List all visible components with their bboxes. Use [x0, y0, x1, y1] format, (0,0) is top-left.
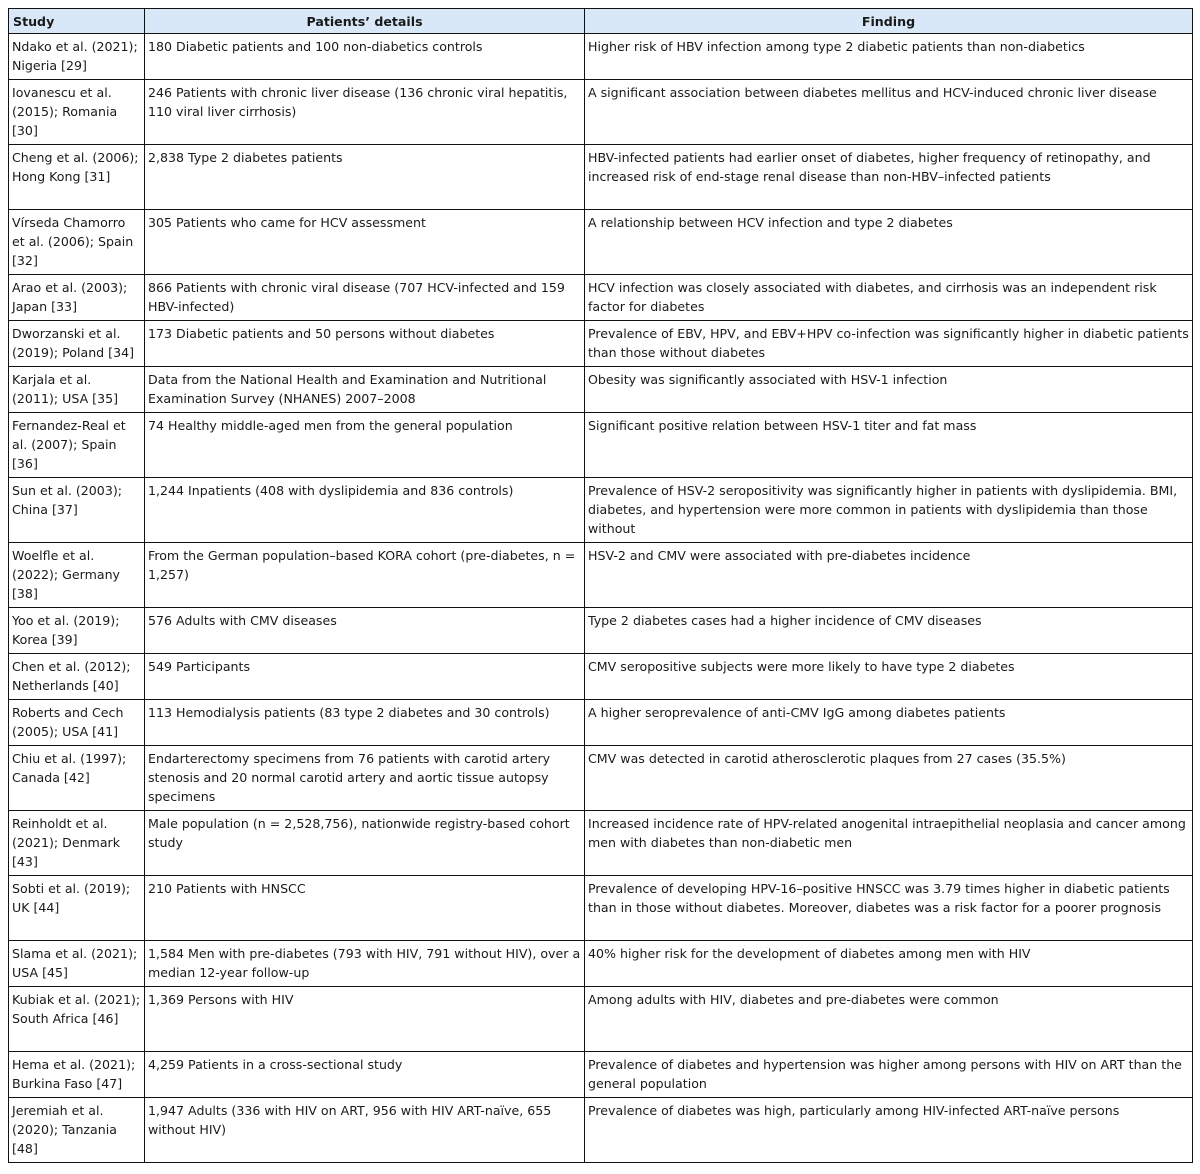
table-container	[8, 8, 1192, 1163]
cell-study: Iovanescu et al. (2015); Romania [30]	[9, 80, 145, 145]
header-finding: Finding	[585, 9, 1193, 34]
cell-patients-details: 4,259 Patients in a cross-sectional study	[145, 1052, 585, 1098]
cell-finding: 40% higher risk for the development of diabetes among men with HIV	[585, 941, 1193, 987]
study-table	[8, 8, 1193, 1163]
cell-patients-details: 1,369 Persons with HIV	[145, 987, 585, 1052]
cell-study: Kubiak et al. (2021); South Africa [46]	[9, 987, 145, 1052]
table-row	[9, 1052, 1193, 1098]
cell-finding: Among adults with HIV, diabetes and pre-diabetes were common	[585, 987, 1193, 1052]
cell-patients-details: Endarterectomy specimens from 76 patients with carotid artery stenosis and 20 normal carotid artery and aortic tissue autopsy specimens	[145, 746, 585, 811]
cell-study: Hema et al. (2021); Burkina Faso [47]	[9, 1052, 145, 1098]
table-row	[9, 1098, 1193, 1163]
cell-study: Karjala et al. (2011); USA [35]	[9, 367, 145, 413]
cell-finding: HBV-infected patients had earlier onset of diabetes, higher frequency of retinopathy, and increased risk of end-stage renal disease than non-HBV–infected patients	[585, 145, 1193, 210]
cell-finding: A significant association between diabetes mellitus and HCV-induced chronic liver disease	[585, 80, 1193, 145]
cell-patients-details: 866 Patients with chronic viral disease (707 HCV-infected and 159 HBV-infected)	[145, 275, 585, 321]
cell-study: Chiu et al. (1997); Canada [42]	[9, 746, 145, 811]
table-row	[9, 876, 1193, 941]
cell-finding: HSV-2 and CMV were associated with pre-diabetes incidence	[585, 543, 1193, 608]
cell-study: Slama et al. (2021); USA [45]	[9, 941, 145, 987]
cell-study: Roberts and Cech (2005); USA [41]	[9, 700, 145, 746]
table-row	[9, 321, 1193, 367]
cell-finding: Prevalence of diabetes and hypertension was higher among persons with HIV on ART than the general population	[585, 1052, 1193, 1098]
table-row	[9, 811, 1193, 876]
cell-finding: Obesity was significantly associated with HSV-1 infection	[585, 367, 1193, 413]
cell-finding: A relationship between HCV infection and type 2 diabetes	[585, 210, 1193, 275]
cell-patients-details: 305 Patients who came for HCV assessment	[145, 210, 585, 275]
cell-patients-details: 2,838 Type 2 diabetes patients	[145, 145, 585, 210]
cell-patients-details: From the German population–based KORA cohort (pre-diabetes, n = 1,257)	[145, 543, 585, 608]
table-row	[9, 367, 1193, 413]
cell-finding: Significant positive relation between HSV-1 titer and fat mass	[585, 413, 1193, 478]
cell-patients-details: 1,947 Adults (336 with HIV on ART, 956 with HIV ART-naïve, 655 without HIV)	[145, 1098, 585, 1163]
table-row	[9, 34, 1193, 80]
cell-patients-details: 549 Participants	[145, 654, 585, 700]
table-row	[9, 478, 1193, 543]
cell-finding: A higher seroprevalence of anti-CMV IgG among diabetes patients	[585, 700, 1193, 746]
header-row	[9, 9, 1193, 34]
cell-patients-details: 1,244 Inpatients (408 with dyslipidemia and 836 controls)	[145, 478, 585, 543]
table-row	[9, 80, 1193, 145]
cell-finding: Prevalence of diabetes was high, particularly among HIV-infected ART-naïve persons	[585, 1098, 1193, 1163]
cell-patients-details: 210 Patients with HNSCC	[145, 876, 585, 941]
table-row	[9, 987, 1193, 1052]
cell-study: Yoo et al. (2019); Korea [39]	[9, 608, 145, 654]
cell-patients-details: 180 Diabetic patients and 100 non-diabetics controls	[145, 34, 585, 80]
header-patients-details: Patients’ details	[145, 9, 585, 34]
table-row	[9, 746, 1193, 811]
cell-study: Sun et al. (2003); China [37]	[9, 478, 145, 543]
cell-study: Reinholdt et al. (2021); Denmark [43]	[9, 811, 145, 876]
cell-patients-details: 246 Patients with chronic liver disease (136 chronic viral hepatitis, 110 viral liver cirrhosis)	[145, 80, 585, 145]
cell-finding: Prevalence of EBV, HPV, and EBV+HPV co-infection was significantly higher in diabetic patients than those without diabetes	[585, 321, 1193, 367]
table-row	[9, 145, 1193, 210]
cell-finding: HCV infection was closely associated with diabetes, and cirrhosis was an independent risk factor for diabetes	[585, 275, 1193, 321]
cell-study: Chen et al. (2012); Netherlands [40]	[9, 654, 145, 700]
table-row	[9, 700, 1193, 746]
cell-patients-details: Data from the National Health and Examination and Nutritional Examination Survey (NHANES) 2007–2008	[145, 367, 585, 413]
cell-finding: Type 2 diabetes cases had a higher incidence of CMV diseases	[585, 608, 1193, 654]
cell-study: Jeremiah et al. (2020); Tanzania [48]	[9, 1098, 145, 1163]
cell-patients-details: 113 Hemodialysis patients (83 type 2 diabetes and 30 controls)	[145, 700, 585, 746]
table-body	[9, 34, 1193, 1163]
cell-study: Cheng et al. (2006); Hong Kong [31]	[9, 145, 145, 210]
cell-patients-details: 1,584 Men with pre-diabetes (793 with HIV, 791 without HIV), over a median 12-year follow-up	[145, 941, 585, 987]
table-row	[9, 413, 1193, 478]
cell-study: Woelfle et al. (2022); Germany [38]	[9, 543, 145, 608]
table-row	[9, 654, 1193, 700]
cell-study: Arao et al. (2003); Japan [33]	[9, 275, 145, 321]
table-row	[9, 543, 1193, 608]
cell-finding: Higher risk of HBV infection among type 2 diabetic patients than non-diabetics	[585, 34, 1193, 80]
header-study: Study	[9, 9, 145, 34]
cell-finding: Increased incidence rate of HPV-related anogenital intraepithelial neoplasia and cancer among men with diabetes than non-diabetic men	[585, 811, 1193, 876]
cell-patients-details: 74 Healthy middle-aged men from the general population	[145, 413, 585, 478]
table-row	[9, 941, 1193, 987]
cell-finding: Prevalence of HSV-2 seropositivity was significantly higher in patients with dyslipidemia. BMI, diabetes, and hypertension were more common in patients with dyslipidemia than those without	[585, 478, 1193, 543]
cell-patients-details: 173 Diabetic patients and 50 persons without diabetes	[145, 321, 585, 367]
cell-study: Fernandez-Real et al. (2007); Spain [36]	[9, 413, 145, 478]
cell-study: Sobti et al. (2019); UK [44]	[9, 876, 145, 941]
table-row	[9, 275, 1193, 321]
cell-study: Vírseda Chamorro et al. (2006); Spain [32]	[9, 210, 145, 275]
cell-patients-details: 576 Adults with CMV diseases	[145, 608, 585, 654]
cell-finding: CMV seropositive subjects were more likely to have type 2 diabetes	[585, 654, 1193, 700]
cell-study: Ndako et al. (2021); Nigeria [29]	[9, 34, 145, 80]
cell-finding: Prevalence of developing HPV-16–positive HNSCC was 3.79 times higher in diabetic patients than in those without diabetes. Moreover, diabetes was a risk factor for a poorer prognosis	[585, 876, 1193, 941]
table-row	[9, 608, 1193, 654]
cell-patients-details: Male population (n = 2,528,756), nationwide registry-based cohort study	[145, 811, 585, 876]
table-row	[9, 210, 1193, 275]
cell-finding: CMV was detected in carotid atherosclerotic plaques from 27 cases (35.5%)	[585, 746, 1193, 811]
cell-study: Dworzanski et al. (2019); Poland [34]	[9, 321, 145, 367]
